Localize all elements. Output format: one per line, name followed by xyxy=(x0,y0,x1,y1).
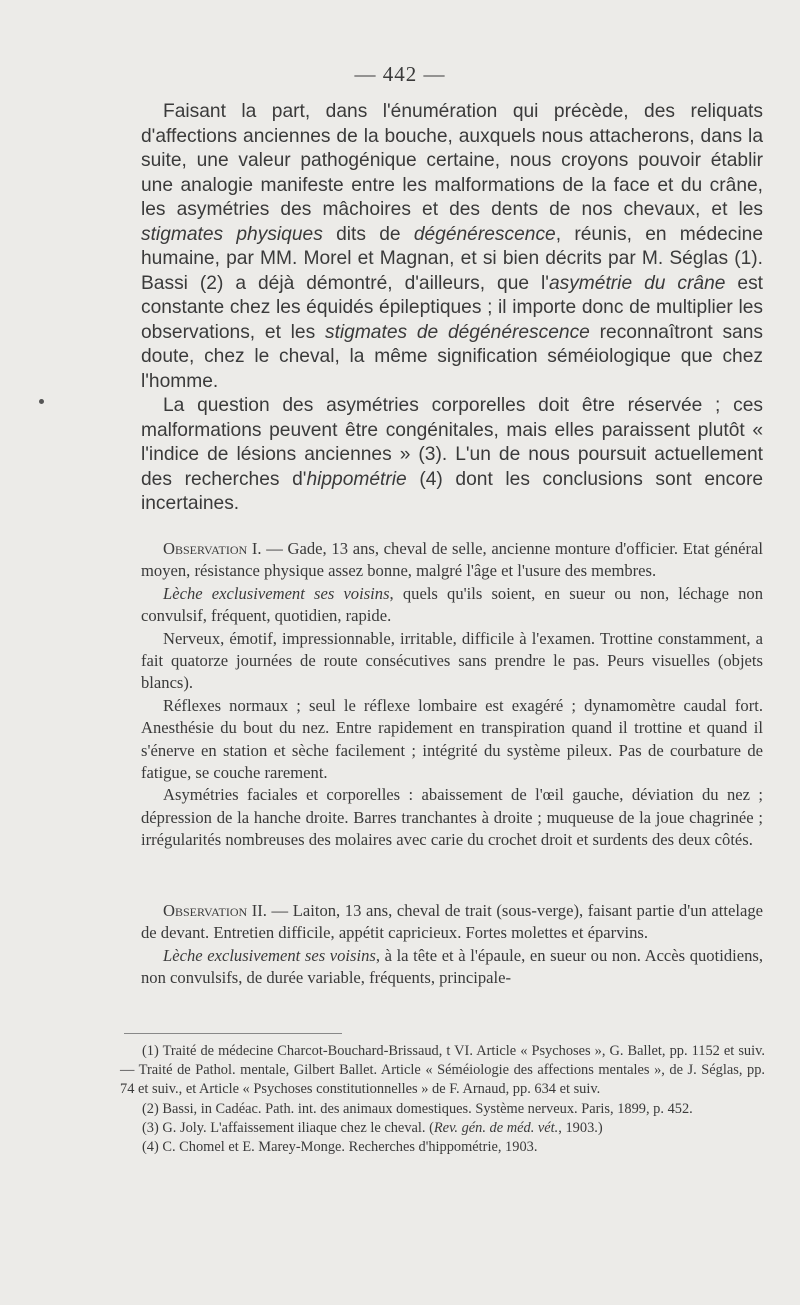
italic-run: Lèche exclusivement ses voisins xyxy=(163,583,390,603)
obs2-licking xyxy=(141,945,763,990)
italic-run: Lèche exclusivement ses voisins xyxy=(163,945,376,965)
footnote-2 xyxy=(120,1100,765,1119)
footnotes xyxy=(120,1042,765,1157)
margin-mark xyxy=(39,399,44,404)
italic-run: Rev. gén. de méd. vét. xyxy=(433,1119,559,1136)
intro-paragraph-1 xyxy=(141,100,763,394)
italic-run: asymétrie du crâne xyxy=(548,272,726,294)
text-run: reconnaîtront sans doute, chez le cheval, la même signification séméiologique que chez l'homme. xyxy=(141,321,763,392)
obs1-intro xyxy=(141,538,763,583)
intro-paragraph-2 xyxy=(141,394,763,517)
text-run: , 1903.) xyxy=(558,1119,603,1136)
text-run: (4) C. Chomel et E. Marey-Monge. Recherches d'hippométrie, 1903. xyxy=(142,1139,538,1156)
text-run: Réflexes normaux ; seul le réflexe lombaire est exagéré ; dynamomètre caudal fort. Anesthésie du bout du nez. Entre rapidement en transpiration quand il trottine et quand il s'énerve en station et sèche facilement ; intégrité du système pileux. Pas de courbature de fatigue, se couche rarement. xyxy=(141,695,763,783)
obs1-nervous xyxy=(141,628,763,695)
observation-title: Observation II. xyxy=(163,901,267,920)
text-run: , réunis, en médecine humaine, par MM. Morel et Magnan, et si bien décrits par M. Séglas (1). Bassi (2) a déjà démontré, d'ailleurs, que l' xyxy=(141,223,764,294)
text-run: est constante chez les équidés épileptiques ; il importe donc de multiplier les observations, et les xyxy=(141,272,763,343)
italic-run: hippométrie xyxy=(306,468,407,490)
footnote-divider xyxy=(124,1033,342,1034)
text-run: , à la tête et à l'épaule, en sueur ou non. Accès quotidiens, non convulsifs, de durée variable, fréquents, principale- xyxy=(141,945,764,988)
observation-2 xyxy=(141,900,763,990)
text-run: (4) dont les conclusions sont encore incertaines. xyxy=(141,468,763,514)
text-run: — Laiton, 13 ans, cheval de trait (sous-verge), faisant partie d'un attelage de devant. Entretien difficile, appétit capricieux. Fortes molettes et éparvins. xyxy=(141,901,763,943)
page-number: — 442 — xyxy=(354,62,446,86)
text-run: — Gade, 13 ans, cheval de selle, ancienne monture d'officier. Etat général moyen, résistance physique assez bonne, malgré l'âge et l'usure des membres. xyxy=(141,539,763,581)
text-run: (1) Traité de médecine Charcot-Bouchard-Brissaud, t VI. Article « Psychoses », G. Ballet, pp. 1152 et suiv. — Traité de Pathol. mentale, Gilbert Ballet. Article « Séméiologie des affections mentales », de J. Séglas, pp. 74 et suiv., et Article « Psychoses constitutionnelles » de F. Arnaud, pp. 634 et suiv. xyxy=(120,1043,765,1098)
text-run: (2) Bassi, in Cadéac. Path. int. des animaux domestiques. Système nerveux. Paris, 1899, p. 452. xyxy=(142,1100,693,1117)
footnote-4 xyxy=(120,1138,765,1157)
obs1-reflexes xyxy=(141,695,763,785)
text-run: (3) G. Joly. L'affaissement iliaque chez le cheval. ( xyxy=(142,1119,434,1136)
observation-title: Observation I. xyxy=(163,539,262,558)
obs1-asymmetries xyxy=(141,784,763,851)
text-run: Nerveux, émotif, impressionnable, irritable, difficile à l'examen. Trottine constamment, a fait quatorze journées de route consécutives sans prendre le pas. Peurs visuelles (objets blancs). xyxy=(141,628,763,693)
footnote-3 xyxy=(120,1119,765,1138)
observation-1 xyxy=(141,538,763,852)
text-run: Faisant la part, dans l'énumération qui précède, des reliquats d'affections anciennes de la bouche, auxquels nous attacherons, dans la suite, une valeur pathogénique certaine, nous croyons pouvoir établir une analogie manifeste entre les malformations de la face et du crâne, les asymétries des mâchoires et des dents de nos chevaux, et les xyxy=(141,101,763,220)
obs1-licking xyxy=(141,583,763,628)
footnote-1 xyxy=(120,1042,765,1100)
italic-run: dégénérescence xyxy=(413,223,556,245)
text-run: dits de xyxy=(322,223,414,245)
italic-run: stigmates physiques xyxy=(141,223,323,245)
obs2-intro xyxy=(141,900,763,945)
text-run: La question des asymétries corporelles doit être réservée ; ces malformations peuvent être congénitales, mais elles paraissent plutôt « l'indice de lésions anciennes » (3). L'un de nous poursuit actuellement des recherches d' xyxy=(141,395,763,490)
text-run: Asymétries faciales et corporelles : abaissement de l'œil gauche, déviation du nez ; dépression de la hanche droite. Barres tranchantes à droite ; muqueuse de la joue chagrinée ; irrégularités nombreuses des molaires avec carie du crochet droit et surdents des deux côtés. xyxy=(141,785,763,850)
text-run: , quels qu'ils soient, en sueur ou non, léchage non convulsif, fréquent, quotidien, rapide. xyxy=(141,583,764,626)
italic-run: stigmates de dégénérescence xyxy=(324,321,590,343)
intro-text xyxy=(141,100,763,517)
